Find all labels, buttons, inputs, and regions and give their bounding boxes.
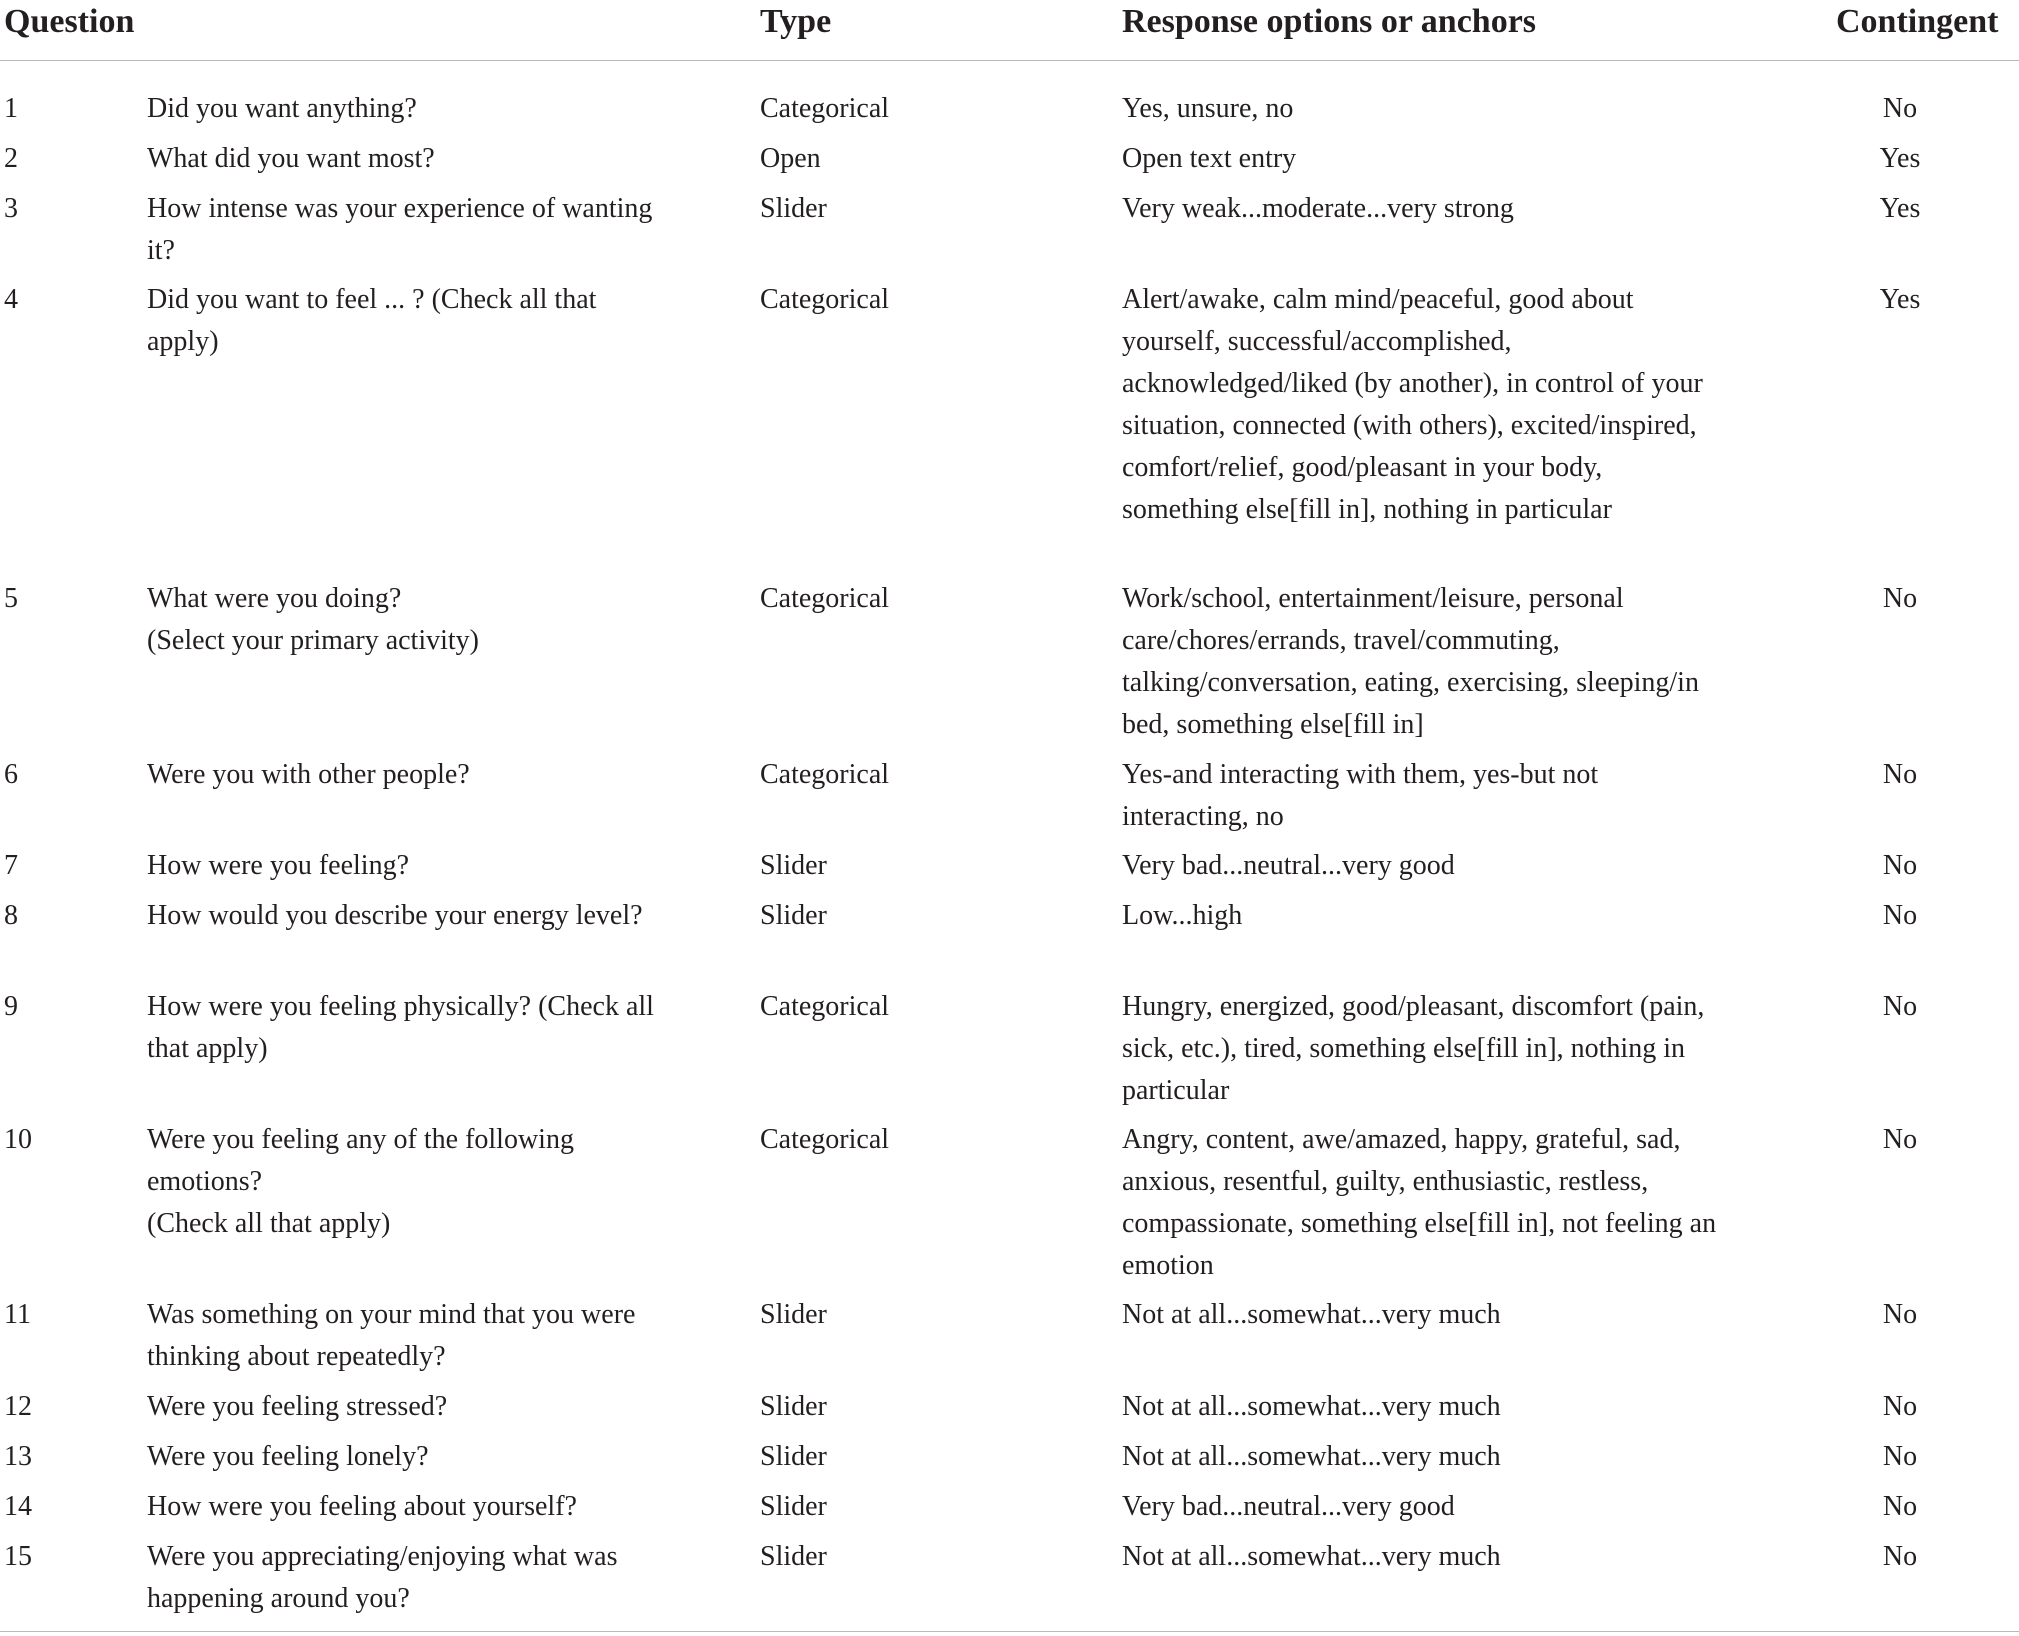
row-number: 11 [4, 1299, 31, 1330]
question-type: Categorical [760, 583, 890, 614]
question-text: Were you appreciating/enjoying what was happening around you? [147, 1541, 618, 1614]
response-options: Not at all...somewhat...very much [1122, 1391, 1501, 1422]
contingent-value: Yes [1879, 143, 1921, 174]
response-options: Alert/awake, calm mind/peaceful, good about yourself, successful/accomplished, acknowledged/liked (by another), in control of your situation, connected (with others), excited/inspired, comfort/relief, good/pleasant in your body, something else[fill in], nothing in particular [1122, 284, 1703, 525]
question-text: Were you with other people? [147, 759, 470, 790]
question-type: Slider [760, 900, 827, 931]
row-number: 12 [4, 1391, 32, 1422]
question-text: What were you doing? (Select your primary activity) [147, 583, 479, 656]
contingent-value: No [1882, 850, 1918, 881]
response-options: Open text entry [1122, 143, 1297, 174]
header-type: Type [760, 3, 832, 40]
question-type: Categorical [760, 93, 890, 124]
row-number: 7 [4, 850, 18, 881]
response-options: Not at all...somewhat...very much [1122, 1541, 1501, 1572]
response-options: Not at all...somewhat...very much [1122, 1441, 1501, 1472]
question-type: Slider [760, 850, 827, 881]
row-number: 8 [4, 900, 18, 931]
question-type: Categorical [760, 1124, 890, 1155]
table-header [0, 0, 2019, 61]
contingent-value: No [1882, 93, 1918, 124]
question-type: Slider [760, 1491, 827, 1522]
row-number: 10 [4, 1124, 32, 1155]
row-number: 5 [4, 583, 18, 614]
question-type: Categorical [760, 284, 890, 315]
row-number: 6 [4, 759, 18, 790]
question-text: How intense was your experience of wanting it? [147, 193, 653, 266]
question-type: Categorical [760, 991, 890, 1022]
question-type: Slider [760, 193, 827, 224]
row-number: 1 [4, 93, 18, 124]
row-number: 9 [4, 991, 18, 1022]
header-contingent: Contingent [1836, 3, 1999, 40]
response-options: Very bad...neutral...very good [1122, 850, 1455, 881]
row-number: 15 [4, 1541, 32, 1572]
table-bottom-rule [0, 1631, 2019, 1632]
contingent-value: No [1882, 1541, 1918, 1572]
response-options: Work/school, entertainment/leisure, personal care/chores/errands, travel/commuting, talking/conversation, eating, exercising, sleeping/in bed, something else[fill in] [1122, 583, 1699, 740]
contingent-value: No [1882, 1491, 1918, 1522]
question-text: How were you feeling about yourself? [147, 1491, 577, 1522]
contingent-value: No [1882, 1441, 1918, 1472]
question-text: How were you feeling? [147, 850, 410, 881]
response-options: Not at all...somewhat...very much [1122, 1299, 1501, 1330]
question-text: Were you feeling lonely? [147, 1441, 429, 1472]
question-text: Did you want anything? [147, 93, 417, 124]
row-number: 3 [4, 193, 18, 224]
contingent-value: No [1882, 1391, 1918, 1422]
contingent-value: Yes [1879, 284, 1921, 315]
question-type: Slider [760, 1299, 827, 1330]
response-options: Very bad...neutral...very good [1122, 1491, 1455, 1522]
contingent-value: No [1882, 1299, 1918, 1330]
header-response-options: Response options or anchors [1122, 3, 1537, 40]
question-text: What did you want most? [147, 143, 435, 174]
question-text: How were you feeling physically? (Check all that apply) [147, 991, 654, 1064]
row-number: 4 [4, 284, 18, 315]
response-options: Angry, content, awe/amazed, happy, grateful, sad, anxious, resentful, guilty, enthusiastic, restless, compassionate, something else[fill in], not feeling an emotion [1122, 1124, 1717, 1281]
question-type: Categorical [760, 759, 890, 790]
response-options: Low...high [1122, 900, 1243, 931]
question-type: Slider [760, 1541, 827, 1572]
response-options: Yes-and interacting with them, yes-but not interacting, no [1122, 759, 1599, 832]
question-type: Slider [760, 1441, 827, 1472]
header-question: Question [4, 3, 135, 40]
response-options: Yes, unsure, no [1122, 93, 1294, 124]
contingent-value: No [1882, 991, 1918, 1022]
contingent-value: No [1882, 900, 1918, 931]
question-type: Slider [760, 1391, 827, 1422]
contingent-value: No [1882, 583, 1918, 614]
question-text: Were you feeling stressed? [147, 1391, 448, 1422]
question-text: Did you want to feel ... ? (Check all that apply) [147, 284, 597, 357]
question-text: Was something on your mind that you were thinking about repeatedly? [147, 1299, 636, 1372]
response-options: Hungry, energized, good/pleasant, discomfort (pain, sick, etc.), tired, something else[fill in], nothing in particular [1122, 991, 1705, 1106]
row-number: 2 [4, 143, 18, 174]
contingent-value: No [1882, 1124, 1918, 1155]
row-number: 13 [4, 1441, 32, 1472]
question-text: Were you feeling any of the following emotions? (Check all that apply) [147, 1124, 574, 1239]
response-options: Very weak...moderate...very strong [1122, 193, 1514, 224]
row-number: 14 [4, 1491, 32, 1522]
question-type: Open [760, 143, 821, 174]
contingent-value: No [1882, 759, 1918, 790]
question-text: How would you describe your energy level? [147, 900, 643, 931]
contingent-value: Yes [1879, 193, 1921, 224]
